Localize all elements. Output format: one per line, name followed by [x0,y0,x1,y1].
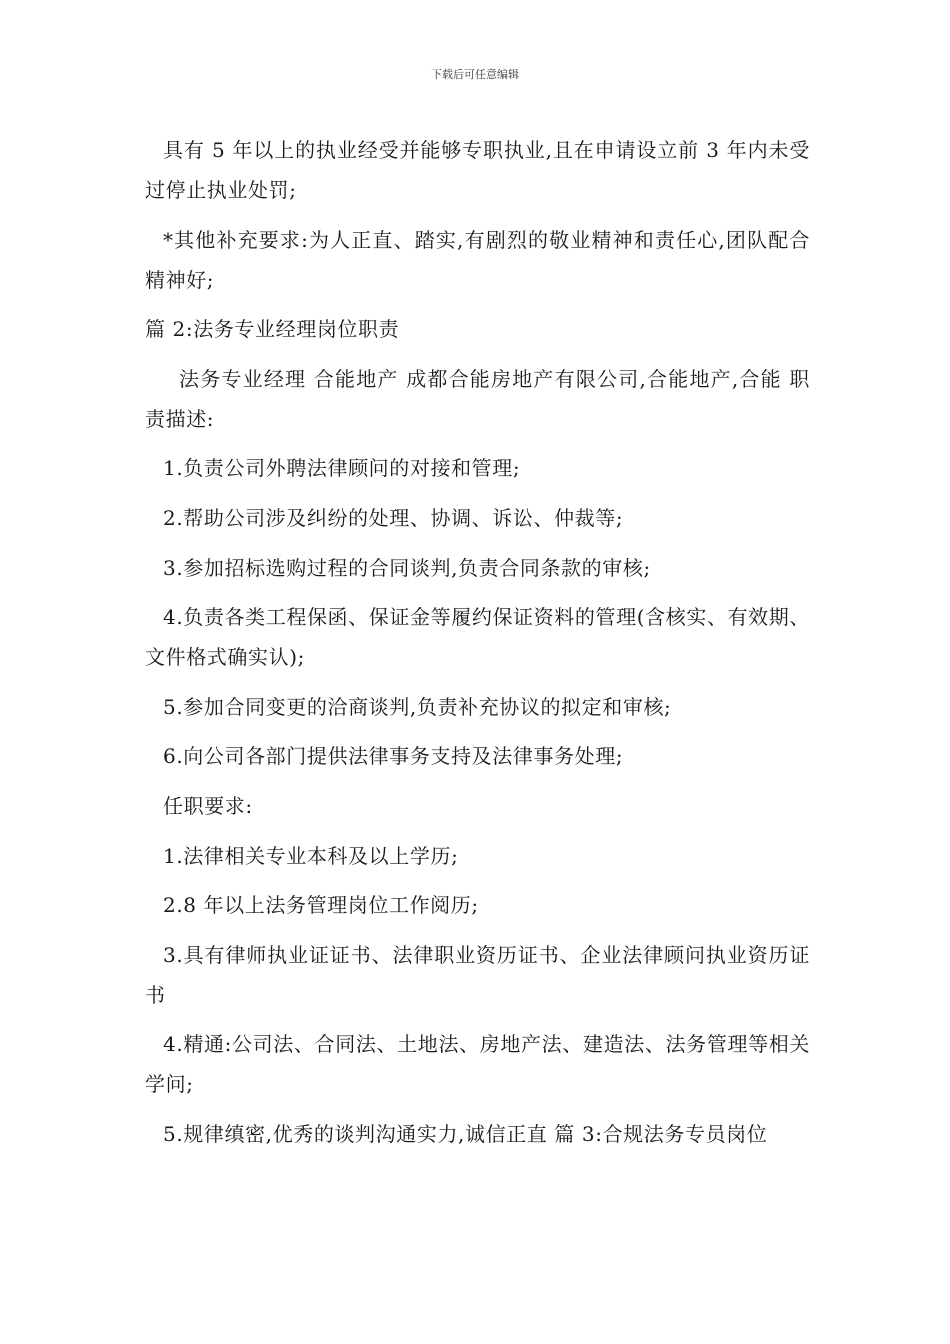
duty-item-3: 3.参加招标选购过程的合同谈判,负责合同条款的审核; [163,555,651,580]
requirement-item-3: 3.具有律师执业证证书、法律职业资历证书、企业法律顾问执业资历证书 [145,942,810,1007]
paragraph-requirement-experience: 具有 5 年以上的执业经受并能够专职执业,且在申请设立前 3 年内未受过停止执业处罚; [145,138,810,202]
duty-item-5: 5.参加合同变更的洽商谈判,负责补充协议的拟定和审核; [163,694,672,719]
duty-item-1: 1.负责公司外聘法律顾问的对接和管理; [163,456,521,481]
requirement-item-1: 1.法律相关专业本科及以上学历; [163,843,459,868]
document-body [145,130,810,1164]
paragraph-other-requirements: *其他补充要求:为人正直、踏实,有剧烈的敬业精神和责任心,团队配合精神好; [145,227,810,292]
duty-item-6: 6.向公司各部门提供法律事务支持及法律事务处理; [163,744,624,769]
section-heading-2: 篇 2:法务专业经理岗位职责 [145,317,400,342]
duty-item-2: 2.帮助公司涉及纠纷的处理、协调、诉讼、仲裁等; [163,505,624,530]
requirement-item-2: 2.8 年以上法务管理岗位工作阅历; [163,893,479,918]
paragraph-job-intro: 法务专业经理 合能地产 成都合能房地产有限公司,合能地产,合能 职责描述: [145,366,810,431]
requirements-heading: 任职要求: [163,793,253,818]
requirement-item-5: 5.规律缜密,优秀的谈判沟通实力,诚信正直 篇 3:合规法务专员岗位 [163,1121,768,1146]
duty-item-4: 4.负责各类工程保函、保证金等履约保证资料的管理(含核实、有效期、文件格式确实认); [145,605,810,670]
requirement-item-4: 4.精通:公司法、合同法、土地法、房地产法、建造法、法务管理等相关学问; [145,1032,810,1097]
page-header: 下载后可任意编辑 [431,68,519,81]
